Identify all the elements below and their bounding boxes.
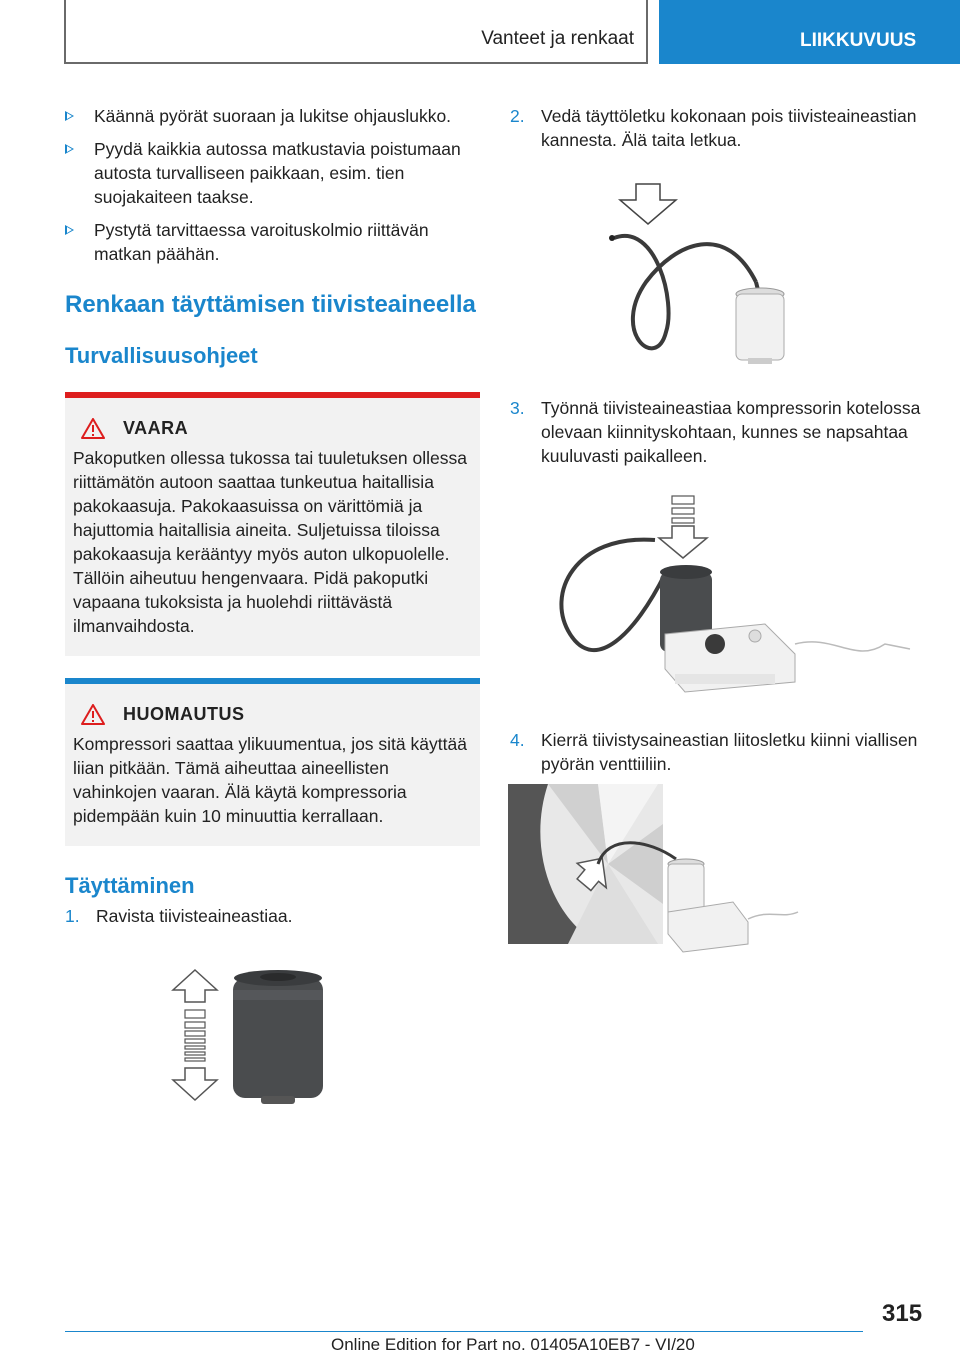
step-number: 1. <box>65 906 80 926</box>
pull-hose-illustration <box>606 182 796 372</box>
left-column <box>65 104 480 1118</box>
warning-triangle-icon <box>81 418 105 439</box>
footer-edition: Online Edition for Part no. 01405A10EB7 - VI/20 <box>331 1335 695 1354</box>
notice-box <box>65 678 480 846</box>
warning-triangle-icon <box>81 704 105 725</box>
danger-text: Pakoputken ollessa tukossa tai tuuletuksen ollessa riittämätön autoon saattaa tunkeutua haitallisia pakokaasuja. Pakokaasuissa on värittömiä ja hajuttomia haitallisia aineita. Suljetuissa tiloissa pakokaasuja kerääntyy myös auton ulkopuolelle. Tällöin aiheutuu hengenvaara. Pidä pakoputki vapaana tukoksista ja huolehdi riittävästä ilmanvaihdosta. <box>73 448 467 636</box>
step-text: Työnnä tiivisteaineastiaa kompressorin kotelossa olevaan kiinnityskohtaan, kunnes se napsahtaa kuuluvasti paikalleen. <box>541 398 921 466</box>
bullet-text: Käännä pyörät suoraan ja lukitse ohjauslukko. <box>94 106 452 126</box>
bullet-item <box>65 218 480 266</box>
danger-box <box>65 392 480 656</box>
subsection-heading: Turvallisuusohjeet <box>65 343 258 368</box>
bullet-text: Pyydä kaikkia autossa matkustavia poistumaan autosta turvalliseen paikkaan, esim. tien suojakaiteen taakse. <box>94 139 461 207</box>
connect-valve-illustration <box>508 784 808 959</box>
step-text: Kierrä tiivistysaineastian liitosletku kiinni viallisen pyörän venttiiliin. <box>541 730 918 774</box>
footer-divider <box>65 1331 863 1332</box>
notice-text: Kompressori saattaa ylikuumentua, jos sitä käyttää liian pitkään. Tämä aiheuttaa aineellisten vahinkojen vaaran. Älä käytä kompressoria pidempään kuin 10 minuuttia kerrallaan. <box>73 734 467 826</box>
step-text: Ravista tiivisteaineastiaa. <box>96 906 293 926</box>
step-number: 3. <box>510 398 525 418</box>
bullet-triangle-icon <box>65 144 74 154</box>
bullet-item <box>65 137 480 209</box>
step-text: Vedä täyttöletku kokonaan pois tiivisteaineastian kannesta. Älä taita letkua. <box>541 106 917 150</box>
step-number: 4. <box>510 730 525 750</box>
step-item <box>510 728 930 776</box>
danger-title: VAARA <box>73 416 472 440</box>
insert-compressor-illustration <box>535 494 915 704</box>
bullet-triangle-icon <box>65 225 74 235</box>
shake-bottle-illustration <box>165 968 405 1118</box>
notice-title: HUOMAUTUS <box>73 702 472 726</box>
bullet-item <box>65 104 480 128</box>
step-number: 2. <box>510 106 525 126</box>
bullet-triangle-icon <box>65 111 74 121</box>
bullet-text: Pystytä tarvittaessa varoituskolmio riittävän matkan päähän. <box>94 220 429 264</box>
step-item <box>510 104 930 152</box>
subsection-heading: Täyttäminen <box>65 873 195 898</box>
step-item <box>510 396 930 468</box>
section-title: Vanteet ja renkaat <box>481 28 634 49</box>
step-item <box>65 904 480 928</box>
section-heading: Renkaan täyttämisen tiivisteaineella <box>65 291 476 318</box>
right-column <box>510 104 930 959</box>
chapter-tab[interactable]: LIIKKUVUUS <box>659 0 960 64</box>
page-number: 315 <box>882 1300 923 1327</box>
